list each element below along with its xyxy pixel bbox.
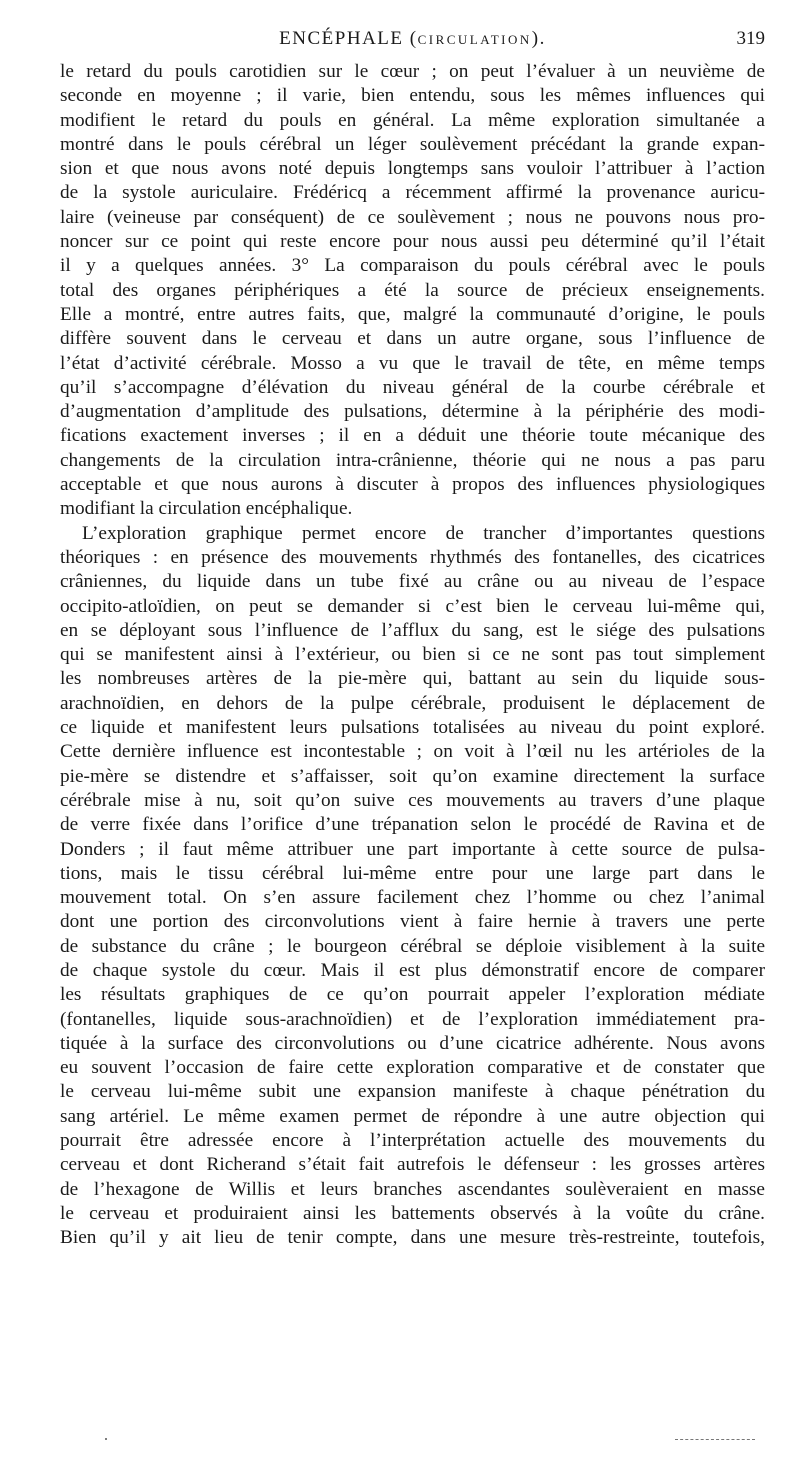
text-line: le retard du pouls carotidien sur le cœur ; on peut l’évaluer à un neuvième de [60, 61, 765, 82]
text-line: seconde en moyenne ; il varie, bien entendu, sous les mêmes influences qui [60, 85, 765, 107]
text-line: montré dans le pouls cérébral un léger soulèvement précédant la grande expan- [60, 133, 765, 155]
text-line: arachnoïdien, en dehors de la pulpe cérébrale, produisent le déplacement de [60, 692, 765, 714]
text-line: fications exactement inverses ; il en a déduit une théorie toute mécanique des [60, 425, 765, 447]
text-line: Cette dernière influence est incontestable ; on voit à l’œil nu les artérioles de la [60, 741, 765, 763]
text-line: pourrait être adressée encore à l’interprétation actuelle des mouvements du [60, 1130, 765, 1152]
text-line: cérébrale mise à nu, soit qu’on suive ces mouvements au travers d’une plaque [60, 789, 765, 811]
text-line: en se déployant sous l’influence de l’afflux du sang, est le siége des pulsations [60, 619, 765, 641]
text-line: théoriques : en présence des mouvements rhythmés des fontanelles, des cicatrices [60, 546, 765, 568]
text-line: pie-mère se distendre et s’affaisser, soit qu’on examine directement la surface [60, 765, 765, 787]
text-line: les résultats graphiques de ce qu’on pourrait appeler l’exploration médiate [60, 984, 765, 1006]
text-line: le cerveau et produiraient ainsi les battements observés à la voûte du crâne. [60, 1202, 765, 1224]
text-line: de chaque systole du cœur. Mais il est plus démonstratif encore de comparer [60, 959, 765, 981]
text-line: il y a quelques années. 3° La comparaison du pouls cérébral avec le pouls [60, 255, 765, 277]
running-head [60, 28, 765, 56]
text-line: de la systole auriculaire. Frédéricq a récemment affirmé la provenance auricu- [60, 182, 765, 204]
text-line: diffère souvent dans le cerveau et dans un autre organe, sous l’influence de [60, 328, 765, 350]
text-line: Bien qu’il y ait lieu de tenir compte, dans une mesure très-restreinte, toutefois, [60, 1227, 765, 1249]
running-title [60, 28, 765, 50]
text-line: qui se manifestent ainsi à l’extérieur, ou bien si ce ne sont pas tout simplement [60, 644, 765, 666]
text-line: eu souvent l’occasion de faire cette exploration comparative et de constater que [60, 1057, 765, 1079]
text-line: laire (veineuse par conséquent) de ce soulèvement ; nous ne pouvons nous pro- [60, 206, 765, 228]
running-title-small-caps: CIRCULATION [417, 32, 532, 47]
text-line: changements de la circulation intra-crânienne, théorie qui ne nous a pas paru [60, 449, 765, 471]
text-line: tions, mais le tissu cérébral lui-même entre pour une large part dans le [60, 862, 765, 884]
text-line: qu’il s’accompagne d’élévation du niveau général de la courbe cérébrale et [60, 376, 765, 398]
text-line: de substance du crâne ; le bourgeon cérébral se déploie visiblement à la suite [60, 935, 765, 957]
text-line: acceptable et que nous aurons à discuter à propos des influences physiologiques [60, 474, 765, 496]
text-line: d’augmentation d’amplitude des pulsations, détermine à la périphérie des modi- [60, 401, 765, 423]
body-text [60, 60, 765, 1251]
text-line: sion et que nous avons noté depuis longtemps sans vouloir l’attribuer à l’action [60, 158, 765, 180]
text-line: mouvement total. On s’en assure facilement chez l’homme ou chez l’animal [60, 887, 765, 909]
text-line: l’état d’activité cérébrale. Mosso a vu que le travail de tête, en même temps [60, 352, 765, 374]
text-line: de l’hexagone de Willis et leurs branches ascendantes soulèveraient en masse [60, 1178, 765, 1200]
bottom-print-marks [100, 1438, 760, 1448]
text-line: les nombreuses artères de la pie-mère qui, battant au sein du liquide sous- [60, 668, 765, 690]
running-title-end: ). [531, 28, 546, 49]
text-line: cerveau et dont Richerand s’était fait autrefois le défenseur : les grosses artères [60, 1154, 765, 1176]
text-line: modifient le retard du pouls en général. La même exploration simultanée a [60, 109, 765, 131]
text-line: (fontanelles, liquide sous-arachnoïdien) et de l’exploration immédiatement pra- [60, 1008, 765, 1030]
page-number: 319 [736, 28, 765, 49]
text-line: sang artériel. Le même examen permet de répondre à une autre objection qui [60, 1105, 765, 1127]
text-line-paragraph-end: modifiant la circulation encéphalique. [60, 498, 353, 520]
text-line: ce liquide et manifestent leurs pulsations totalisées au niveau du point exploré. [60, 717, 765, 739]
text-line: Elle a montré, entre autres faits, que, malgré la communauté d’origine, le pouls [60, 303, 765, 325]
text-line: occipito-atloïdien, on peut se demander si c’est bien le cerveau lui-même qui, [60, 595, 765, 617]
print-dashes [675, 1439, 755, 1441]
text-line: de verre fixée dans l’orifice d’une trépanation selon le procédé de Ravina et de [60, 814, 765, 836]
text-line: Donders ; il faut même attribuer une part importante à cette source de pulsa- [60, 838, 765, 860]
print-speck [105, 1438, 107, 1440]
text-line: total des organes périphériques a été la source de précieux enseignements. [60, 279, 765, 301]
text-line: noncer sur ce point qui reste encore pour nous aussi peu déterminé qu’il l’était [60, 231, 765, 253]
text-line: dont une portion des circonvolutions vient à faire hernie à travers une perte [60, 911, 765, 933]
text-line: crâniennes, du liquide dans un tube fixé au crâne ou au niveau de l’espace [60, 571, 765, 593]
running-title-main: ENCÉPHALE ( [279, 28, 418, 49]
text-line: le cerveau lui-même subit une expansion manifeste à chaque pénétration du [60, 1081, 765, 1103]
text-line-paragraph-start: L’exploration graphique permet encore de trancher d’importantes questions [82, 522, 765, 544]
text-line: tiquée à la surface des circonvolutions ou d’une cicatrice adhérente. Nous avons [60, 1032, 765, 1054]
